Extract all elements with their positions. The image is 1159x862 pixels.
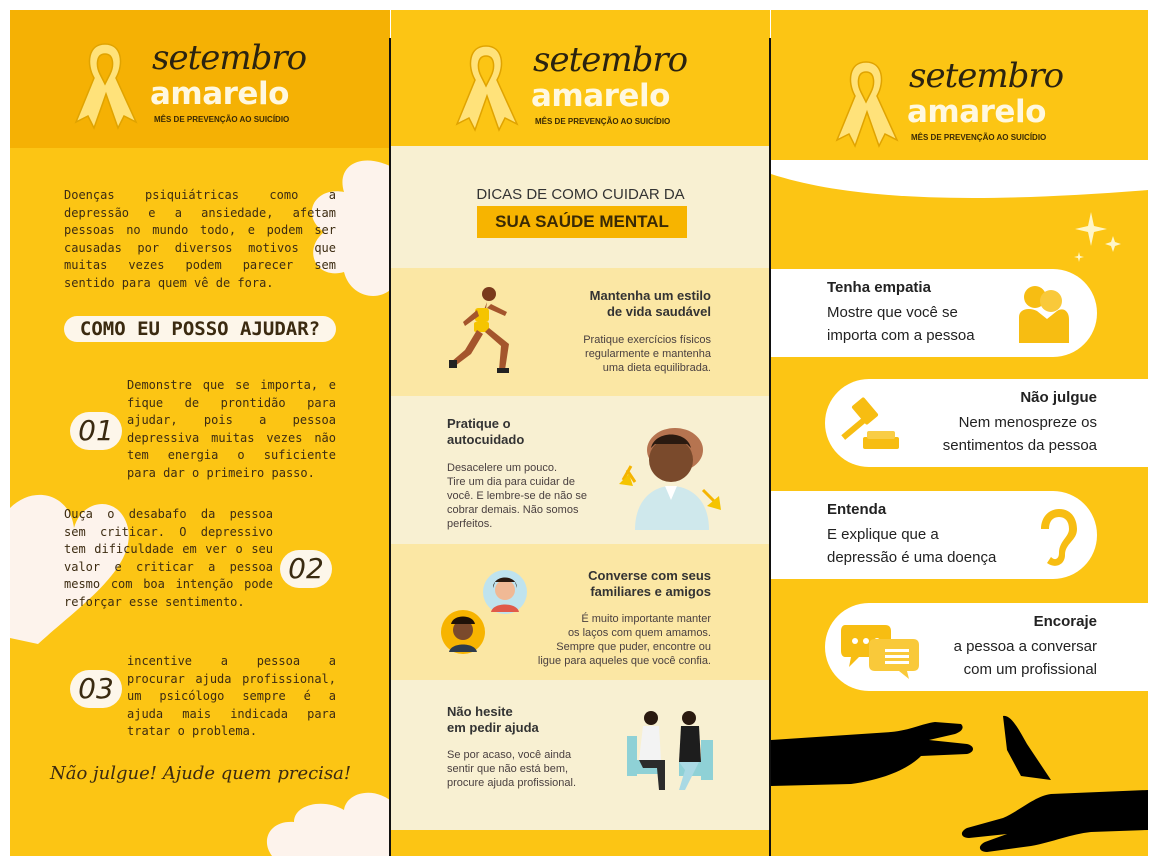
tip-section-healthy-lifestyle <box>391 268 770 396</box>
tip-text-02: Ouça o desabafo da pessoa sem criticar. O depressivo tem dificuldade em ver o seu valor e criticar a pessoa mesmo com boa intenção pode reforçar esse sentimento. <box>64 507 273 609</box>
section-body-3-line1: É muito importante manter <box>581 613 711 625</box>
panel-left <box>10 10 390 856</box>
pill-title-understand: Entenda <box>827 501 887 518</box>
section-body-2-line4: cobrar demais. Não somos <box>447 504 579 516</box>
runner-illustration <box>447 284 519 376</box>
white-wave-shape <box>771 160 1148 210</box>
section-body-4-line3: procure ajuda profissional. <box>447 777 577 789</box>
pill-title-dont-judge: Não julgue <box>1020 389 1097 406</box>
awareness-ribbon-icon <box>831 56 901 148</box>
section-title-1b: de vida saudável <box>606 304 711 319</box>
help-heading: COMO EU POSSO AJUDAR? <box>79 318 321 340</box>
tip-number-03: 03 <box>70 670 122 708</box>
section-title-2b: autocuidado <box>447 432 525 447</box>
tip-pill-encourage <box>825 603 1148 691</box>
therapy-session-illustration <box>625 700 717 794</box>
section-title-1a: Mantenha um estilo <box>589 288 711 303</box>
logo-script: setembro <box>152 38 307 78</box>
header-band <box>10 10 390 148</box>
panel-right <box>771 10 1148 856</box>
logo <box>451 40 691 136</box>
logo-word: amarelo <box>150 76 289 112</box>
tip-section-ask-help <box>391 680 770 830</box>
sparkle-icon <box>1065 206 1125 266</box>
pill-body-empathy-line2: importa com a pessoa <box>827 327 975 344</box>
tip-number-02: 02 <box>280 550 332 588</box>
tip-section-family-friends <box>391 544 770 680</box>
logo-script: setembro <box>533 40 688 80</box>
logo-subtitle: MÊS DE PREVENÇÃO AO SUICÍDIO <box>535 117 671 126</box>
logo-subtitle: MÊS DE PREVENÇÃO AO SUICÍDIO <box>154 115 290 124</box>
pill-title-encourage: Encoraje <box>1033 613 1097 630</box>
section-title-2a: Pratique o <box>447 416 511 431</box>
section-title-4a: Não hesite <box>447 704 513 719</box>
section-title-3b: familiares e amigos <box>590 584 711 599</box>
panel-middle <box>391 10 770 856</box>
tips-heading-line1: DICAS DE COMO CUIDAR DA <box>476 186 685 203</box>
pill-body-understand-line1: E explique que a <box>827 526 939 543</box>
awareness-ribbon-icon <box>70 38 140 130</box>
section-body-4-line2: sentir que não está bem, <box>447 763 569 775</box>
tip-number-01: 01 <box>70 412 122 450</box>
section-body-2-line2: Tire um dia para cuidar de <box>447 476 575 488</box>
intro-text: Doenças psiquiátricas como a depressão e a ansiedade, afetam pessoas no mundo todo, e podem ser causadas por diversos motivos que muitas vezes podem parecer sem sentido para quem vê de fora. <box>64 188 336 290</box>
section-title-3a: Converse com seus <box>588 568 711 583</box>
tip-pill-empathy <box>771 269 1097 357</box>
ear-icon <box>1039 507 1079 569</box>
friends-avatars-illustration <box>437 568 527 660</box>
section-body-2-line3: você. E lembre-se de não se <box>447 490 588 502</box>
pill-body-dont-judge-line1: Nem menospreze os <box>958 414 1097 431</box>
hug-icon <box>1017 281 1069 343</box>
tip-section-self-care <box>391 396 770 544</box>
self-care-illustration <box>615 410 725 534</box>
tip-pill-understand <box>771 491 1097 579</box>
section-body-2-line5: perfeitos. <box>447 518 493 530</box>
pill-body-encourage-line1: a pessoa a conversar <box>953 638 1097 655</box>
section-body-3-line4: ligue para aqueles que você confia. <box>537 655 711 667</box>
pill-body-empathy-line1: Mostre que você se <box>827 304 958 321</box>
section-body-3-line3: Sempre que puder, encontre ou <box>556 641 711 653</box>
tip-text-03: incentive a pessoa a procurar ajuda profissional, um psicólogo sempre é a ajuda mais indicada para tratar o problema. <box>127 654 336 738</box>
cloud-bottom-shape <box>260 788 390 856</box>
logo-word: amarelo <box>531 78 670 114</box>
pill-body-dont-judge-line2: sentimentos da pessoa <box>942 437 1097 454</box>
section-title-4b: em pedir ajuda <box>447 720 539 735</box>
section-body-1-line2: regularmente e mantenha <box>585 348 711 360</box>
logo <box>70 38 310 134</box>
heading-badge <box>64 316 336 342</box>
tips-heading-line2: SUA SAÚDE MENTAL <box>477 206 687 238</box>
tip-pill-dont-judge <box>825 379 1148 467</box>
tip-text-01: Demonstre que se importa, e fique de prontidão para ajudar, pois a pessoa depressiva muitas vezes não tem energia o suficiente para dar o primeiro passo. <box>127 378 336 480</box>
logo <box>831 56 1071 152</box>
pill-body-encourage-line2: com um profissional <box>963 661 1097 678</box>
section-body-3-line2: os laços com quem amamos. <box>567 627 711 639</box>
section-body-2-line1: Desacelere um pouco. <box>447 462 558 474</box>
section-body-1-line1: Pratique exercícios físicos <box>583 334 711 346</box>
logo-script: setembro <box>909 56 1064 96</box>
header-band <box>391 10 770 148</box>
awareness-ribbon-icon <box>451 40 521 132</box>
pill-body-understand-line2: depressão é uma doença <box>827 549 997 566</box>
section-body-1-line3: uma dieta equilibrada. <box>602 362 711 374</box>
logo-word: amarelo <box>907 94 1046 130</box>
slogan: Não julgue! Ajude quem precisa! <box>50 763 352 784</box>
logo-subtitle: MÊS DE PREVENÇÃO AO SUICÍDIO <box>911 133 1047 142</box>
section-body-4-line1: Se por acaso, você ainda <box>447 749 572 761</box>
reaching-hands-illustration <box>771 710 1148 856</box>
pill-title-empathy: Tenha empatia <box>827 279 931 296</box>
heading-block <box>391 146 770 268</box>
